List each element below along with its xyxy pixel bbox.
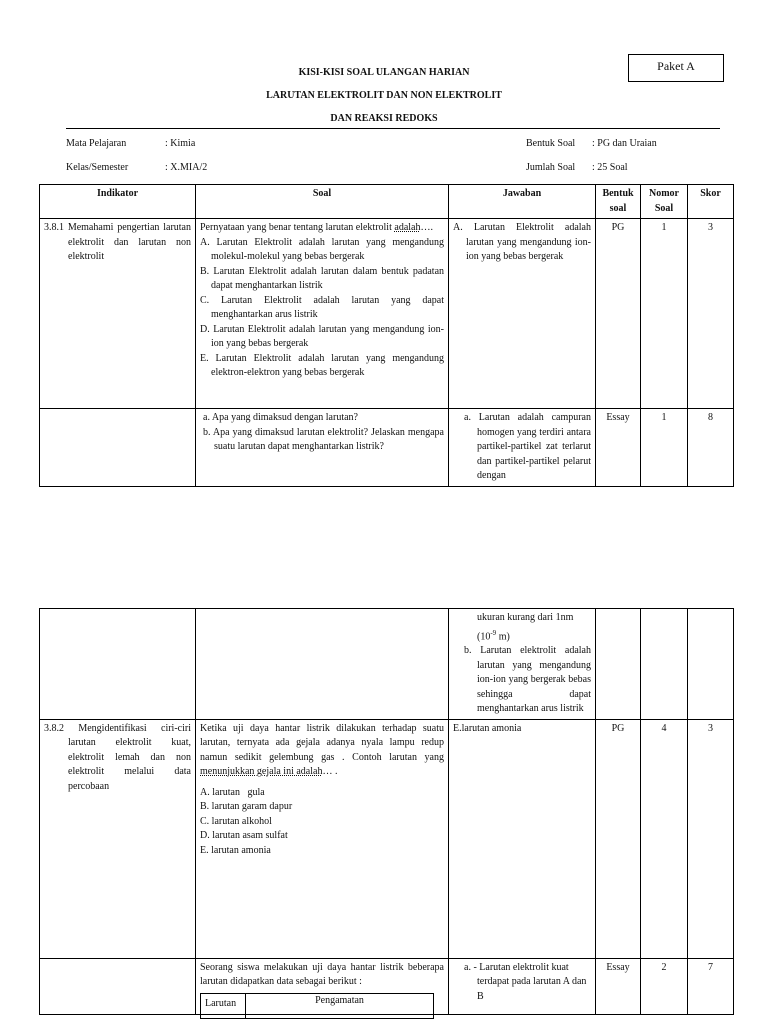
option-d: [200, 829, 444, 844]
option-c: [200, 815, 444, 830]
mapel-value: : Kimia: [165, 138, 196, 149]
header-indikator: Indikator: [40, 185, 196, 219]
indikator-number: 3.8.1: [44, 222, 64, 233]
indikator-cell: [40, 409, 196, 487]
soal-stem: [200, 722, 444, 780]
option-a: [200, 786, 444, 801]
indikator-cell: [40, 719, 196, 958]
indikator-cell: [40, 219, 196, 409]
mapel-label: Mata Pelajaran: [66, 138, 127, 149]
document-subtitle: LARUTAN ELEKTROLIT DAN NON ELEKTROLIT: [266, 90, 502, 101]
indikator-cell: [40, 609, 196, 720]
option-b: [200, 265, 444, 294]
jawaban-text: E.larutan amonia: [453, 722, 522, 734]
option-label: B.: [200, 801, 210, 813]
indikator-text: [44, 722, 191, 795]
table-row: [40, 219, 734, 409]
bentuk-cell: [596, 609, 641, 720]
option-text: Larutan Elektrolit adalah larutan yang mengandung molekul-molekul yang bebas bergerak: [211, 236, 444, 262]
soal-cell: [196, 409, 449, 487]
jawaban-text: [453, 221, 591, 265]
option-text: larutan alkohol: [211, 815, 272, 827]
option-e: [200, 844, 444, 859]
option-label: C.: [200, 294, 210, 306]
jawaban-cell: [449, 219, 596, 409]
kisi-table-page2: [39, 608, 734, 1015]
soal-stem-dots: ….: [420, 222, 433, 233]
indikator-text: [44, 221, 191, 265]
nomor-cell: 4: [641, 719, 688, 958]
soal-stem-tail: adalah: [394, 222, 421, 233]
indikator-description: Mengidentifikasi ciri-ciri larutan elektrolit kuat, elektrolit lemah dan non elektrolit melalui data percobaan: [68, 722, 191, 792]
option-label: A.: [200, 236, 210, 248]
jawaban-cell: [449, 409, 596, 487]
bentuk-cell: Essay: [596, 958, 641, 1014]
table-header-row: [40, 185, 734, 219]
header-soal: Soal: [196, 185, 449, 219]
skor-cell: 7: [688, 958, 734, 1014]
soal-stem-tail: menunjukkan gejala ini adalah: [200, 766, 323, 778]
option-text: Larutan Elektrolit adalah larutan dalam bentuk padatan dapat menghantarkan listrik: [211, 265, 445, 291]
option-text: larutan amonia: [211, 844, 271, 856]
soal-stem: Seorang siswa melakukan uji daya hantar listrik beberapa larutan didapatkan data sebagai berikut :: [200, 961, 444, 988]
nomor-cell: 1: [641, 409, 688, 487]
header-bentuk-line1: Bentuk: [602, 188, 634, 199]
skor-cell: [688, 609, 734, 720]
soal-cell: [196, 609, 449, 720]
unit-tail: m): [496, 630, 510, 642]
inner-table-header-pengamatan: [245, 993, 434, 1019]
document-subtitle-2: DAN REAKSI REDOKS: [330, 113, 438, 124]
indikator-number: 3.8.2: [44, 722, 64, 734]
bentuk-soal-label: Bentuk Soal: [526, 138, 576, 149]
inner-table-header-larutan: [200, 993, 246, 1019]
kelas-label: Kelas/Semester: [66, 162, 129, 173]
header-skor: Skor: [688, 185, 734, 219]
option-a: [200, 236, 444, 265]
jawaban-cell: [449, 719, 596, 958]
option-label: D.: [200, 830, 210, 842]
jawaban-label: b.: [464, 645, 472, 657]
nomor-cell: [641, 609, 688, 720]
option-label: E.: [200, 844, 209, 856]
option-text: Larutan Elektrolit adalah larutan yang mengandung elektron-elektron yang bebas bergerak: [211, 352, 444, 378]
soal-cell: [196, 219, 449, 409]
header-divider: [66, 128, 720, 129]
option-label: A.: [200, 786, 210, 798]
table-row: [40, 719, 734, 958]
option-text: Larutan Elektrolit adalah larutan yang mengandung ion-ion yang bebas bergerak: [211, 323, 445, 349]
jawaban-cell: [449, 609, 596, 720]
skor-cell: 8: [688, 409, 734, 487]
jawaban-text: [453, 411, 591, 484]
jumlah-soal-value: : 25 Soal: [592, 162, 628, 173]
kelas-value: : X.MIA/2: [165, 162, 208, 173]
nomor-cell: 1: [641, 219, 688, 409]
question-label: b.: [203, 426, 211, 438]
header-nomor-soal: [641, 185, 688, 219]
indikator-description: Memahami pengertian larutan elektrolit dan larutan non elektrolit: [67, 222, 191, 262]
jawaban-body: Larutan adalah campuran homogen yang terdiri antara partikel-partikel zat terlarut dan partikel-partikel pelarut dengan: [477, 412, 591, 481]
option-b: [200, 800, 444, 815]
question-label: a.: [203, 412, 210, 423]
inner-col-pengamatan: Pengamatan: [315, 995, 364, 1006]
option-c: [200, 294, 444, 323]
soal-stem-text: Ketika uji daya hantar listrik dilakukan terhadap suatu larutan, ternyata ada gejala adanya nyala lampu redup namun sedikit gelembung gas . Contoh larutan yang: [200, 722, 444, 763]
jawaban-a-unit: [453, 626, 591, 645]
jawaban-label: a.: [464, 412, 471, 423]
option-label: C.: [200, 815, 210, 827]
bentuk-cell: PG: [596, 219, 641, 409]
soal-stem: [200, 221, 444, 236]
jawaban-body: - Larutan elektrolit kuat terdapat pada larutan A dan B: [473, 961, 587, 1002]
bentuk-cell: Essay: [596, 409, 641, 487]
option-text: larutan asam sulfat: [212, 830, 288, 842]
jawaban-b: [453, 644, 591, 717]
bentuk-cell: PG: [596, 719, 641, 958]
option-d: [200, 323, 444, 352]
jawaban-label: A.: [453, 222, 463, 233]
option-text: Larutan Elektrolit adalah larutan yang dapat menghantarkan arus listrik: [211, 294, 444, 320]
jawaban-a-line: ukuran kurang dari 1nm: [477, 612, 574, 623]
option-label: E.: [200, 352, 209, 364]
indikator-cell: [40, 958, 196, 1014]
skor-cell: 3: [688, 219, 734, 409]
jawaban-label: a.: [464, 961, 471, 973]
jawaban-text: [453, 961, 591, 1005]
header-bentuk-soal: [596, 185, 641, 219]
kisi-table-page1: [39, 184, 734, 487]
bentuk-soal-value: : PG dan Uraian: [592, 138, 657, 149]
skor-cell: 3: [688, 719, 734, 958]
header-bentuk-line2: soal: [609, 202, 627, 214]
question-b: [200, 426, 444, 455]
jawaban-cell: [449, 958, 596, 1014]
option-text: larutan gula: [212, 786, 265, 798]
paket-label: Paket A: [628, 54, 724, 82]
option-e: [200, 352, 444, 381]
soal-stem-text: Pernyataan yang benar tentang larutan elektrolit: [200, 222, 392, 233]
soal-stem-dots: … .: [322, 766, 338, 778]
table-row: [40, 609, 734, 720]
jawaban-a-continued: [453, 611, 591, 626]
question-text: Apa yang dimaksud dengan larutan?: [211, 412, 358, 423]
inner-col-larutan: Larutan: [205, 998, 237, 1009]
table-row: [40, 409, 734, 487]
jawaban-body: Larutan Elektrolit adalah larutan yang mengandung ion-ion yang bebas bergerak: [466, 222, 591, 262]
question-a: [200, 411, 444, 426]
header-nomor-line2: Soal: [654, 202, 674, 214]
question-text: Apa yang dimaksud larutan elektrolit? Jelaskan mengapa suatu larutan dapat menghantarkan listrik?: [212, 426, 444, 452]
unit-exponent: -9: [490, 628, 497, 637]
option-label: B.: [200, 265, 210, 277]
document-title: KISI-KISI SOAL ULANGAN HARIAN: [298, 67, 470, 78]
unit-base: (10: [477, 630, 491, 642]
jawaban-body: Larutan elektrolit adalah larutan yang mengandung ion-ion yang bergerak bebas sehingga dapat menghantarkan arus listrik: [477, 645, 591, 715]
soal-cell: [196, 719, 449, 958]
option-text: larutan garam dapur: [211, 801, 293, 813]
option-label: D.: [200, 323, 210, 335]
header-nomor-line1: Nomor: [649, 188, 679, 199]
nomor-cell: 2: [641, 958, 688, 1014]
jumlah-soal-label: Jumlah Soal: [526, 162, 576, 173]
header-jawaban: Jawaban: [449, 185, 596, 219]
